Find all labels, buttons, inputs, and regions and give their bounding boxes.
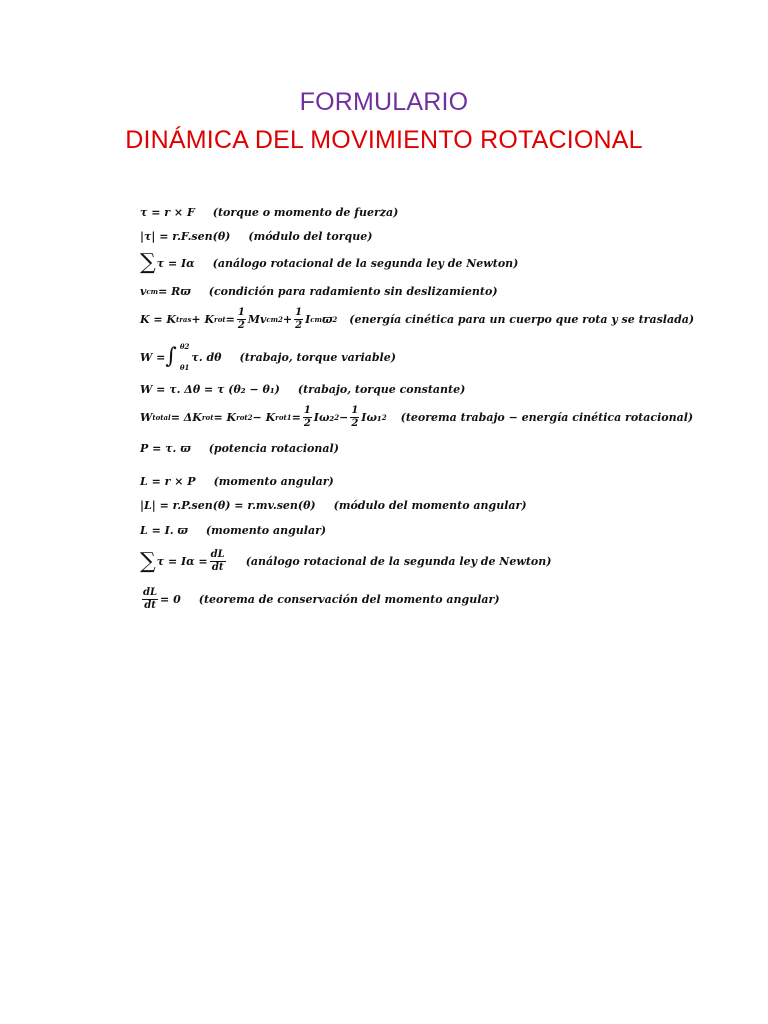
formula-angular-momentum xyxy=(140,475,334,488)
formula-equation: τ = Iα xyxy=(156,256,195,270)
formula-kinetic-energy xyxy=(140,308,694,331)
formula-equation: W = τ. Δθ = τ (θ₂ − θ₁) xyxy=(140,383,280,396)
formula-description: (análogo rotacional de la segunda ley de Newton) xyxy=(212,256,519,270)
formula-description: (teorema de conservación del momento angular) xyxy=(198,593,500,606)
formula-rolling-condition xyxy=(140,285,498,298)
formula-work-variable xyxy=(140,342,396,372)
formula-description: (condición para radamiento sin deslizamiento) xyxy=(208,285,498,298)
formula-torque xyxy=(140,206,398,219)
formula-description: (teorema trabajo − energía cinética rotacional) xyxy=(400,411,694,424)
formula-work-energy-theorem xyxy=(140,406,693,429)
formula-description: (energía cinética para un cuerpo que rota y se traslada) xyxy=(349,313,695,326)
formula-rotational-power xyxy=(140,442,339,455)
formula-newton-rotational xyxy=(140,252,518,274)
formula-equation: |L| = r.P.sen(θ) = r.mv.sen(θ) xyxy=(140,499,316,512)
formula-equation: v cm = Rϖ xyxy=(140,285,191,298)
formula-work-constant xyxy=(140,383,465,396)
formula-equation: L = I. ϖ xyxy=(140,524,188,537)
formula-equation: P = τ. ϖ xyxy=(140,442,191,455)
formula-description: (momento angular) xyxy=(205,524,327,537)
formula-angular-momentum-inertia xyxy=(140,524,326,537)
page-title: FORMULARIO xyxy=(299,88,469,116)
formula-description: (trabajo, torque constante) xyxy=(297,383,466,396)
page-subtitle: DINÁMICA DEL MOVIMIENTO ROTACIONAL xyxy=(125,126,643,154)
formula-equation: L = r × P xyxy=(140,475,196,488)
formula-equation: $\frac{dL}{dt}$ = 0 xyxy=(143,587,181,611)
formula-description: (momento angular) xyxy=(213,475,334,488)
sum-symbol: ∑ xyxy=(140,250,156,275)
formula-description: (análogo rotacional de la segunda ley de Newton) xyxy=(245,555,552,568)
formula-newton-angular-momentum xyxy=(140,550,551,573)
formula-description: (torque o momento de fuerza) xyxy=(212,206,399,219)
formula-description: (trabajo, torque variable) xyxy=(239,350,396,364)
formula-angular-momentum-modulus xyxy=(140,499,527,512)
formula-torque-modulus xyxy=(140,230,372,243)
formula-description: (potencia rotacional) xyxy=(208,442,339,455)
formula-description: (módulo del torque) xyxy=(248,230,373,243)
formula-equation: τ = Iα = $\frac{dL}{dt}$ xyxy=(156,549,225,573)
formula-equation: K = K tras + K rot = $\frac{1}{2}$ Mv cm 2 + $\frac{1}{2}$ I cm ϖ 2 xyxy=(140,307,338,331)
integral-symbol: ∫ xyxy=(165,344,177,369)
sum-symbol: ∑ xyxy=(140,548,156,574)
formula-equation: |τ| = r.F.sen(θ) xyxy=(140,230,231,243)
formula-equation: τ = r × F xyxy=(140,206,195,219)
formula-description: (módulo del momento angular) xyxy=(333,499,527,512)
formula-equation: W total = ΔK rot = K rot2 − K rot1 = $\frac{1}{2}$ Iω₂ 2 − $\frac{1}{2}$ Iω₁ 2 xyxy=(140,405,387,429)
formula-angular-momentum-conservation xyxy=(140,588,500,611)
formula-equation: W = ∫ θ2 θ1 τ. dθ xyxy=(140,342,222,372)
